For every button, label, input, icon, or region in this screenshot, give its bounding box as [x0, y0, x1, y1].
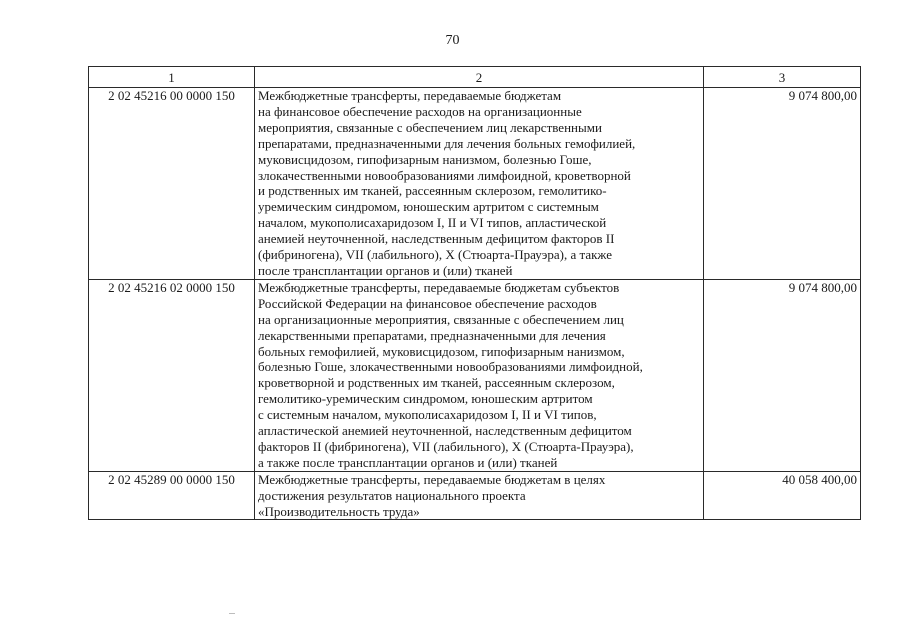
description-line: «Производительность труда»	[258, 503, 420, 519]
table-row	[89, 279, 861, 471]
description-line: злокачественными новообразованиями лимфоидной, кроветворной	[258, 167, 631, 183]
description-line: факторов II (фибриногена), VII (лабильного), X (Стюарта-Прауэра),	[258, 438, 634, 454]
description-line: кроветворной и родственных им тканей, рассеянным склерозом,	[258, 375, 615, 391]
row-description	[255, 279, 704, 471]
description-line: а также после трансплантации органов и (или) тканей	[258, 454, 558, 470]
row-amount: 9 074 800,00	[704, 88, 861, 280]
row-amount: 40 058 400,00	[704, 471, 861, 520]
description-line: Межбюджетные трансферты, передаваемые бюджетам в целях	[258, 471, 606, 487]
description-line: достижения результатов национального проекта	[258, 487, 526, 503]
row-code: 2 02 45289 00 0000 150	[89, 471, 255, 520]
row-amount: 9 074 800,00	[704, 279, 861, 471]
description-line: гемолитико-уремическим синдромом, юношеским артритом	[258, 391, 593, 407]
description-line: на организационные мероприятия, связанные с обеспечением лиц	[258, 311, 624, 327]
table-header-row	[89, 67, 861, 88]
row-description	[255, 471, 704, 520]
description-line: Российской Федерации на финансовое обеспечение расходов	[258, 295, 597, 311]
description-line: на финансовое обеспечение расходов на организационные	[258, 103, 582, 119]
description-line: началом, мукополисахаридозом I, II и VI типов, апластической	[258, 215, 607, 231]
table-row	[89, 471, 861, 520]
scan-artifact	[229, 613, 235, 614]
description-line: (фибриногена), VII (лабильного), X (Стюарта-Прауэра), а также	[258, 247, 612, 263]
row-code: 2 02 45216 00 0000 150	[89, 88, 255, 280]
description-line: больных гемофилией, муковисцидозом, гипофизарным нанизмом,	[258, 343, 625, 359]
row-description	[255, 88, 704, 280]
description-line: лекарственными препаратами, предназначенными для лечения	[258, 327, 606, 343]
description-line: Межбюджетные трансферты, передаваемые бюджетам	[258, 88, 562, 103]
description-line: муковисцидозом, гипофизарным нанизмом, болезнью Гоше,	[258, 151, 592, 167]
description-line: уремическим синдромом, юношеским артритом с системным	[258, 199, 599, 215]
page-number: 70	[445, 33, 460, 48]
description-line: после трансплантации органов и (или) тканей	[258, 262, 513, 278]
description-line: мероприятия, связанные с обеспечением лиц лекарственными	[258, 119, 602, 135]
description-line: препаратами, предназначенными для лечения больных гемофилией,	[258, 135, 636, 151]
row-code: 2 02 45216 02 0000 150	[89, 279, 255, 471]
column-header-code: 1	[89, 67, 255, 88]
description-line: анемией неуточненной, наследственным дефицитом факторов II	[258, 231, 615, 247]
description-line: апластической анемией неуточненной, наследственным дефицитом	[258, 423, 632, 439]
description-line: и родственных им тканей, рассеянным склерозом, гемолитико-	[258, 183, 607, 199]
budget-table	[88, 66, 861, 520]
description-line: с системным началом, мукополисахаридозом I, II и VI типов,	[258, 407, 597, 423]
table-row	[89, 88, 861, 280]
column-header-name: 2	[255, 67, 704, 88]
description-line: болезнью Гоше, злокачественными новообразованиями лимфоидной,	[258, 359, 643, 375]
column-header-amount: 3	[704, 67, 861, 88]
description-line: Межбюджетные трансферты, передаваемые бюджетам субъектов	[258, 279, 620, 295]
